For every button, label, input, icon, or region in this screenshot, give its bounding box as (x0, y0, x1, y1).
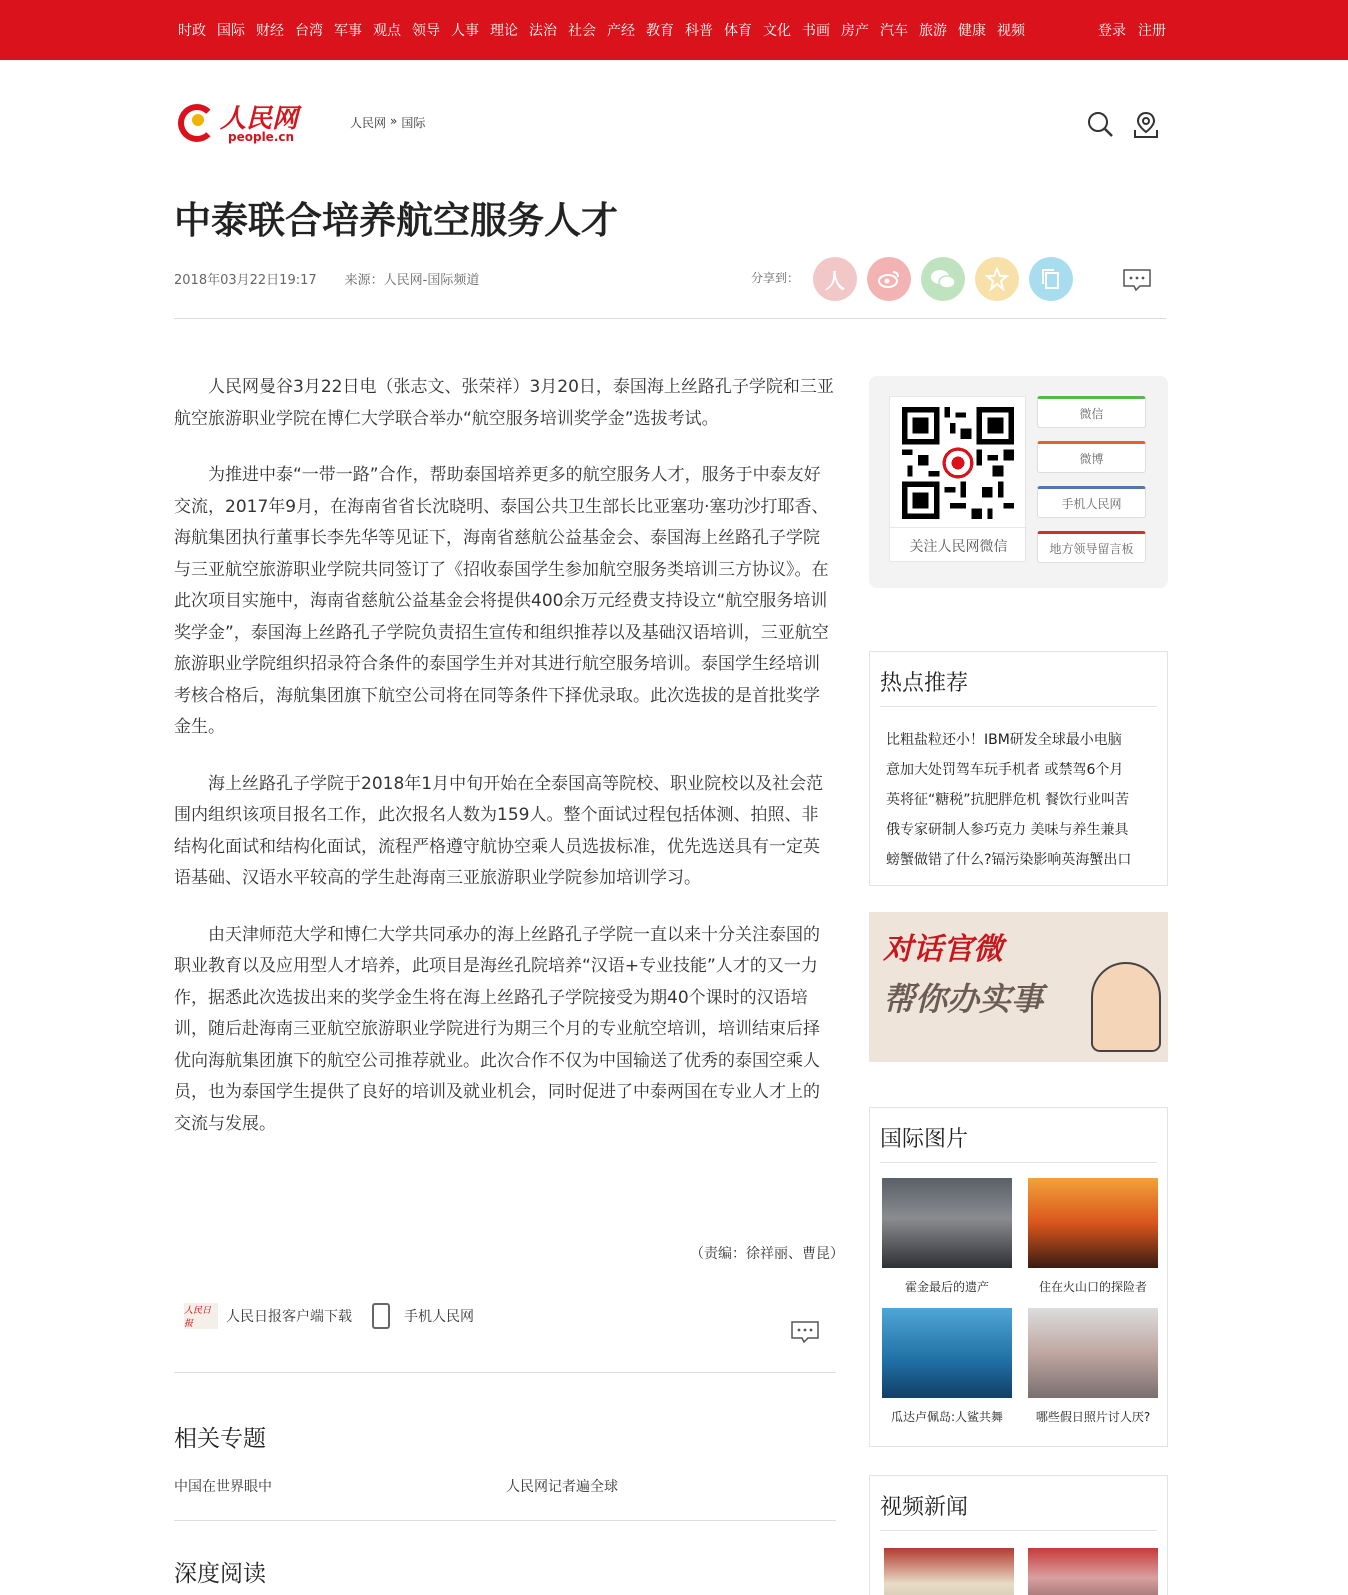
share-wechat-button[interactable] (921, 257, 965, 301)
nav-category-link[interactable]: 体育 (724, 23, 752, 39)
qr-caption: 关注人民网微信 (890, 527, 1027, 563)
download-app-link[interactable]: 人民日报客户端下载 (226, 1309, 352, 1325)
follow-box (869, 376, 1168, 588)
hot-item-link[interactable]: 意加大处罚驾车玩手机者 或禁驾6个月 (886, 762, 1124, 778)
related-divider (174, 1520, 836, 1521)
article-editor: （责编：徐祥丽、曹昆） (690, 1246, 844, 1262)
related-topic-link[interactable]: 中国在世界眼中 (174, 1479, 272, 1495)
article-paragraph: 海上丝路孔子学院于2018年1月中旬开始在全泰国高等院校、职业院校以及社会范围内组织该项目报名工作，此次报名人数为159人。整个面试过程包括体测、拍照、非结构化面试和结构化面试，流程严格遵守航协空乘人员选拔标准，优先选送具有一定英语基础、汉语水平较高的学生赴海南三亚旅游职业学院参加培训学习。 (174, 773, 824, 888)
nav-category-link[interactable]: 观点 (373, 23, 401, 39)
dialogue-banner[interactable] (869, 912, 1168, 1062)
nav-category-link[interactable]: 房产 (841, 23, 869, 39)
hot-item-link[interactable]: 俄专家研制人参巧克力 美味与养生兼具 (886, 822, 1129, 838)
article-title: 中泰联合培养航空服务人才 (174, 199, 618, 242)
mobile-site-link[interactable]: 手机人民网 (404, 1309, 474, 1325)
follow-tab-mobile[interactable]: 手机人民网 (1037, 486, 1146, 518)
download-divider (174, 1372, 836, 1373)
auth-links (1098, 20, 1178, 40)
panel-divider (880, 1162, 1157, 1163)
nav-category-link[interactable]: 国际 (217, 23, 245, 39)
hot-item-link[interactable]: 英将征“糖税”抗肥胖危机 餐饮行业叫苦 (886, 792, 1129, 808)
nav-category-link[interactable]: 旅游 (919, 23, 947, 39)
article-paragraph: 由天津师范大学和博仁大学共同承办的海上丝路孔子学院一直以来十分关注泰国的职业教育以及应用型人才培养，此项目是海丝孔院培养“汉语+专业技能”人才的又一力作，据悉此次选拔出来的奖学金生将在海上丝路孔子学院接受为期40个课时的汉语培训，随后赴海南三亚航空旅游职业学院进行为期三个月的专业航空培训，培训结束后择优向海航集团旗下的航空公司推荐就业。此次合作不仅为中国输送了优秀的泰国空乘人员，也为泰国学生提供了良好的培训及就业机会，同时促进了中泰两国在专业人才上的交流与发展。 (174, 924, 820, 1134)
photo-hawking[interactable] (882, 1178, 1012, 1268)
nav-category-link[interactable]: 健康 (958, 23, 986, 39)
nav-category-link[interactable]: 台湾 (295, 23, 323, 39)
intl-pictures-heading: 国际图片 (880, 1127, 969, 1152)
photo-volcano[interactable] (1028, 1178, 1158, 1268)
nav-category-link[interactable]: 汽车 (880, 23, 908, 39)
copy-icon (1040, 267, 1062, 291)
photo-couple[interactable] (1028, 1308, 1158, 1398)
article-paragraph: 人民网曼谷3月22日电（张志文、张荣祥）3月20日，泰国海上丝路孔子学院和三亚航空旅游职业学院在博仁大学联合举办“航空服务培训奖学金”选拔考试。 (174, 377, 834, 429)
photo-caption[interactable]: 住在火山口的探险者 (1038, 1280, 1147, 1294)
video-thumbnail[interactable] (1028, 1548, 1158, 1595)
cartoon-face-icon (1091, 962, 1161, 1052)
breadcrumb (350, 114, 425, 131)
share-people-button[interactable] (813, 257, 857, 301)
follow-tab-wechat[interactable]: 微信 (1037, 396, 1146, 428)
nav-category-link[interactable]: 领导 (412, 23, 440, 39)
photo-shark[interactable] (882, 1308, 1012, 1398)
photo-caption[interactable]: 瓜达卢佩岛:人鲨共舞 (890, 1410, 1004, 1424)
banner-line-2: 帮你办实事 (883, 980, 1044, 1018)
follow-tab-weibo[interactable]: 微博 (1037, 441, 1146, 473)
people-icon: 人 (825, 268, 845, 293)
title-divider (174, 318, 1166, 319)
nav-category-link[interactable]: 人事 (451, 23, 479, 39)
comment-icon[interactable] (790, 1320, 820, 1344)
search-icon[interactable] (1086, 110, 1114, 138)
logo-mark-icon (178, 104, 216, 142)
nav-category-link[interactable]: 产经 (607, 23, 635, 39)
article-paragraph: 为推进中泰“一带一路”合作，帮助泰国培养更多的航空服务人才，服务于中泰友好交流，2017年9月，在海南省省长沈晓明、泰国公共卫生部长比亚塞功·塞功沙打耶香、海航集团执行董事长李先华等见证下，海南省慈航公益基金会、泰国海上丝路孔子学院与三亚航空旅游职业学院共同签订了《招收泰国学生参加航空服务类培训三方协议》。在此次项目实施中，海南省慈航公益基金会将提供400余万元经费支持设立“航空服务培训奖学金”，泰国海上丝路孔子学院负责招生宣传和组织推荐以及基础汉语培训，三亚航空旅游职业学院组织招录符合条件的泰国学生并对其进行航空服务培训。泰国学生经培训考核合格后，海航集团旗下航空公司将在同等条件下择优录取。此次选拔的是首批奖学金生。 (174, 465, 829, 737)
breadcrumb-separator: » (390, 114, 398, 128)
nav-category-link[interactable]: 文化 (763, 23, 791, 39)
qr-code-icon (902, 407, 1014, 519)
article-source[interactable]: 来源：人民网-国际频道 (344, 273, 480, 288)
hot-recommend-heading: 热点推荐 (880, 671, 969, 696)
login-link[interactable]: 登录 (1098, 23, 1126, 39)
location-icon[interactable] (1132, 110, 1160, 138)
video-thumbnail[interactable] (884, 1548, 1014, 1595)
hot-item-link[interactable]: 比粗盐粒还小！IBM研发全球最小电脑 (886, 732, 1122, 748)
breadcrumb-section[interactable]: 国际 (401, 116, 426, 130)
nav-category-link[interactable]: 社会 (568, 23, 596, 39)
people-daily-logo-icon: 人民日报 (184, 1303, 218, 1329)
phone-icon (372, 1303, 390, 1329)
nav-category-link[interactable]: 教育 (646, 23, 674, 39)
qr-card (889, 396, 1026, 562)
nav-category-link[interactable]: 法治 (529, 23, 557, 39)
nav-category-link[interactable]: 科普 (685, 23, 713, 39)
photo-caption[interactable]: 哪些假日照片讨人厌? (1035, 1410, 1151, 1424)
weibo-icon (877, 269, 901, 289)
top-nav-bar (0, 0, 1348, 60)
video-news-heading: 视频新闻 (880, 1495, 969, 1520)
logo-cn: 人民网 (220, 104, 299, 134)
share-weibo-button[interactable] (867, 257, 911, 301)
share-label: 分享到： (751, 271, 800, 285)
photo-caption[interactable]: 霍金最后的遗产 (904, 1280, 989, 1294)
hot-recommend-panel (869, 651, 1168, 886)
banner-line-1: 对话官微 (883, 932, 1003, 967)
nav-category-link[interactable]: 军事 (334, 23, 362, 39)
nav-category-link[interactable]: 时政 (178, 23, 206, 39)
logo-en: people.cn (228, 130, 295, 144)
article-meta (174, 269, 479, 288)
follow-tab-message-board[interactable]: 地方领导留言板 (1037, 531, 1146, 563)
nav-category-link[interactable]: 书画 (802, 23, 830, 39)
register-link[interactable]: 注册 (1138, 23, 1166, 39)
site-logo[interactable] (178, 100, 298, 146)
app-download-row (184, 1303, 474, 1329)
related-topic-link[interactable]: 人民网记者遍全球 (506, 1479, 618, 1495)
panel-divider (880, 706, 1157, 707)
share-copy-button[interactable] (1029, 257, 1073, 301)
nav-category-link[interactable]: 理论 (490, 23, 518, 39)
video-news-panel (869, 1475, 1168, 1595)
breadcrumb-home[interactable]: 人民网 (350, 116, 387, 130)
panel-divider (880, 1530, 1157, 1531)
star-icon (985, 267, 1009, 291)
hot-item-link[interactable]: 螃蟹做错了什么?镉污染影响英海蟹出口 (886, 852, 1132, 868)
nav-category-link[interactable]: 视频 (997, 23, 1025, 39)
deep-reading-heading: 深度阅读 (174, 1561, 266, 1587)
intl-pictures-panel (869, 1107, 1168, 1447)
wechat-icon (930, 268, 956, 290)
comment-icon[interactable] (1122, 268, 1152, 292)
nav-category-link[interactable]: 财经 (256, 23, 284, 39)
article-body (174, 372, 834, 1165)
category-nav (178, 20, 1036, 40)
article-date: 2018年03月22日19:17 (174, 273, 317, 288)
share-qzone-button[interactable] (975, 257, 1019, 301)
related-topics-heading: 相关专题 (174, 1426, 266, 1452)
